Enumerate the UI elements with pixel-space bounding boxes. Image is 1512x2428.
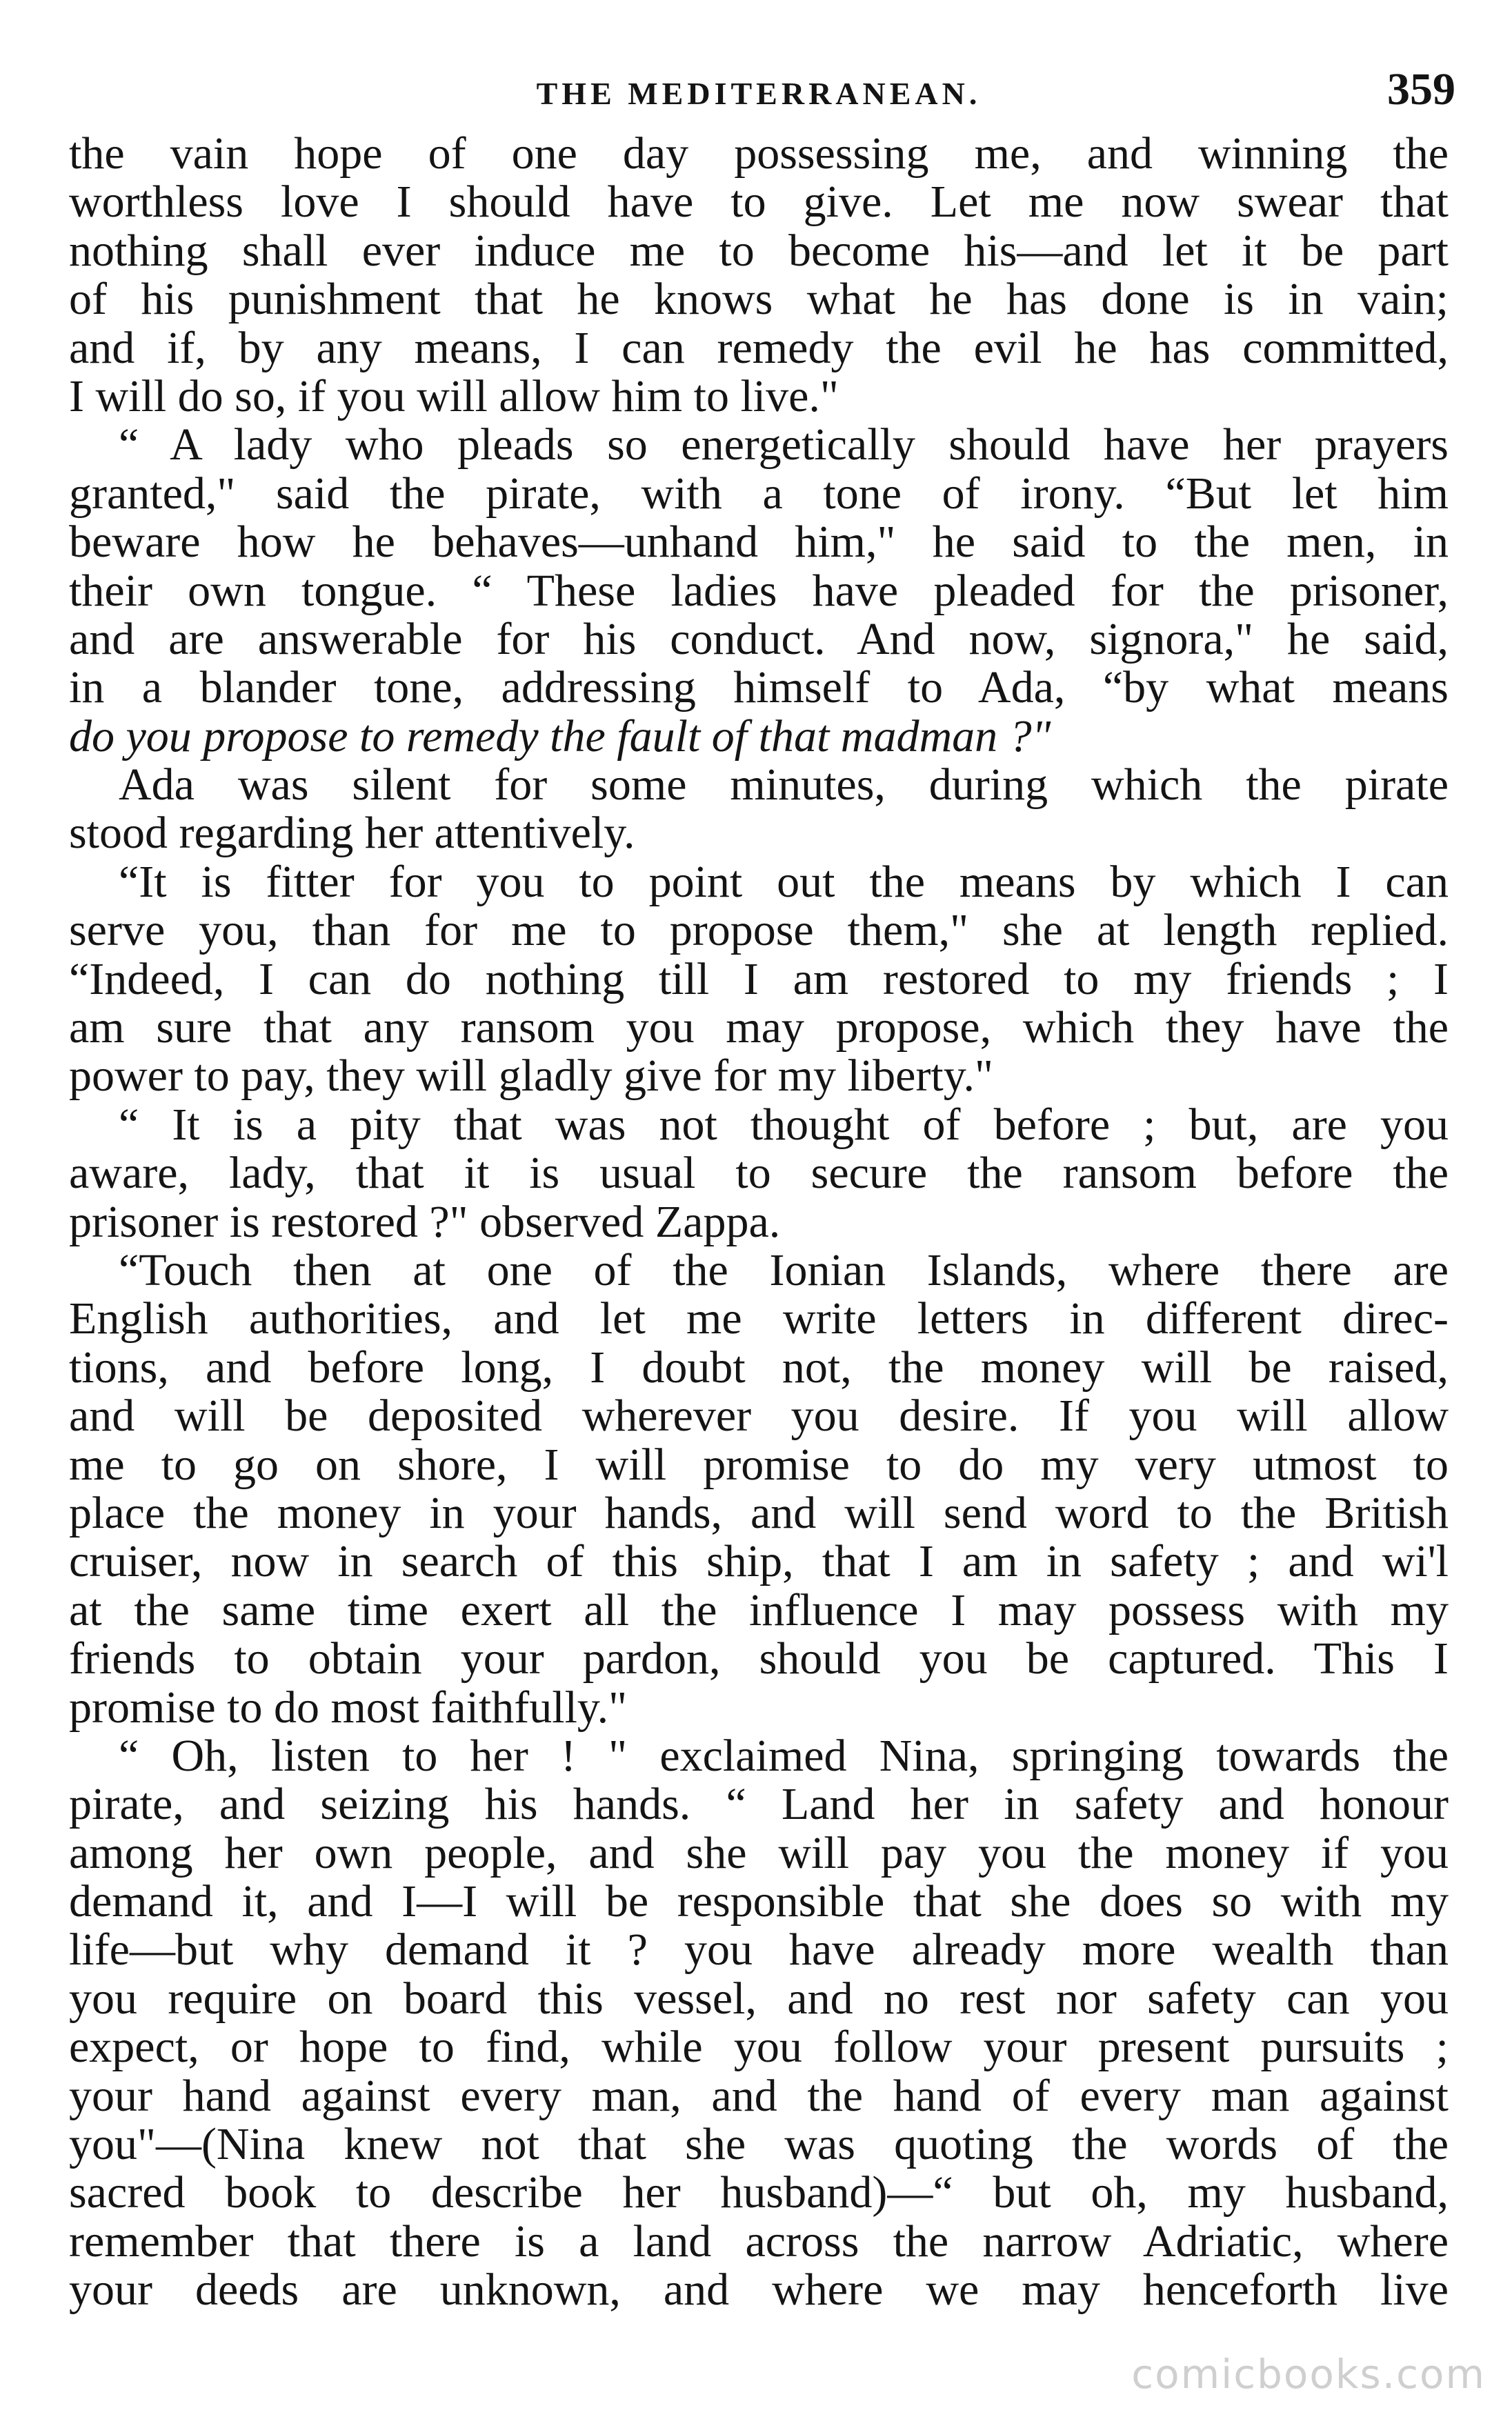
text-line: nothing shall ever induce me to become his—and let it be part [69, 226, 1449, 276]
text-line: expect, or hope to find, while you follow your present pursuits ; [69, 2023, 1449, 2072]
text-line: your deeds are unknown, and where we may henceforth live [69, 2266, 1449, 2315]
text-line: life—but why demand it ? you have already more wealth than [69, 1926, 1449, 1975]
text-line: serve you, than for me to propose them," she at length replied. [69, 906, 1449, 955]
text-line: cruiser, now in search of this ship, that I am in safety ; and wi'l [69, 1538, 1449, 1586]
text-line: English authorities, and let me write letters in different direc- [69, 1295, 1449, 1344]
text-line: power to pay, they will gladly give for my liberty." [69, 1052, 993, 1101]
text-line: of his punishment that he knows what he has done is in vain; [69, 275, 1449, 324]
text-line: “Touch then at one of the Ionian Islands, where there are [119, 1246, 1449, 1295]
text-line: your hand against every man, and the hand of every man against [69, 2071, 1449, 2121]
text-line: aware, lady, that it is usual to secure the ransom before the [69, 1149, 1449, 1198]
page-number: 359 [1387, 64, 1455, 115]
text-line: among her own people, and she will pay you the money if you [69, 1829, 1449, 1878]
text-line: the vain hope of one day possessing me, and winning the [69, 130, 1449, 179]
running-title: THE MEDITERRANEAN. [536, 76, 982, 111]
text-line: stood regarding her attentively. [69, 809, 635, 858]
text-line: demand it, and I—I will be responsible that she does so with my [69, 1878, 1449, 1927]
text-line: “ Oh, listen to her ! " exclaimed Nina, springing towards the [119, 1731, 1449, 1781]
text-line: granted," said the pirate, with a tone of irony. “But let him [69, 469, 1449, 519]
text-line: “Indeed, I can do nothing till I am restored to my friends ; I [69, 955, 1449, 1004]
text-line: their own tongue. “ These ladies have pleaded for the prisoner, [69, 566, 1449, 615]
text-line: and are answerable for his conduct. And now, signora," he said, [69, 615, 1449, 664]
text-line: in a blander tone, addressing himself to Ada, “by what means [69, 664, 1449, 713]
body-text [69, 130, 1449, 2315]
text-line: you require on board this vessel, and no rest nor safety can you [69, 1974, 1449, 2024]
text-line: “It is fitter for you to point out the means by which I can [119, 857, 1449, 907]
watermark: comicbooks.com [1131, 2351, 1486, 2398]
text-line: am sure that any ransom you may propose, which they have the [69, 1004, 1449, 1053]
text-line: you"—(Nina knew not that she was quoting the words of the [69, 2120, 1449, 2169]
text-line: “ A lady who pleads so energetically should have her prayers [119, 421, 1449, 470]
text-line: do you propose to remedy the fault of that madman ?" [69, 712, 1051, 762]
text-line: worthless love I should have to give. Let me now swear that [69, 178, 1449, 227]
text-line: “ It is a pity that was not thought of before ; but, are you [119, 1100, 1449, 1150]
text-line: beware how he behaves—unhand him," he said to the men, in [69, 518, 1449, 567]
text-line: Ada was silent for some minutes, during which the pirate [119, 761, 1449, 810]
running-head [69, 64, 1455, 121]
text-line: and will be deposited wherever you desire. If you will allow [69, 1392, 1449, 1441]
text-line: pirate, and seizing his hands. “ Land her in safety and honour [69, 1780, 1449, 1829]
text-line: at the same time exert all the influence I may possess with my [69, 1586, 1449, 1635]
text-line: friends to obtain your pardon, should you be captured. This I [69, 1635, 1449, 1684]
text-line: place the money in your hands, and will send word to the British [69, 1489, 1449, 1538]
text-line: me to go on shore, I will promise to do my very utmost to [69, 1440, 1449, 1489]
text-line: tions, and before long, I doubt not, the money will be raised, [69, 1343, 1449, 1393]
text-line: remember that there is a land across the narrow Adriatic, where [69, 2217, 1449, 2267]
text-line: prisoner is restored ?" observed Zappa. [69, 1197, 781, 1246]
text-line: sacred book to describe her husband)—“ but oh, my husband, [69, 2169, 1449, 2218]
text-line: promise to do most faithfully." [69, 1683, 628, 1732]
text-line: I will do so, if you will allow him to live." [69, 372, 839, 421]
text-line: and if, by any means, I can remedy the evil he has committed, [69, 324, 1449, 372]
